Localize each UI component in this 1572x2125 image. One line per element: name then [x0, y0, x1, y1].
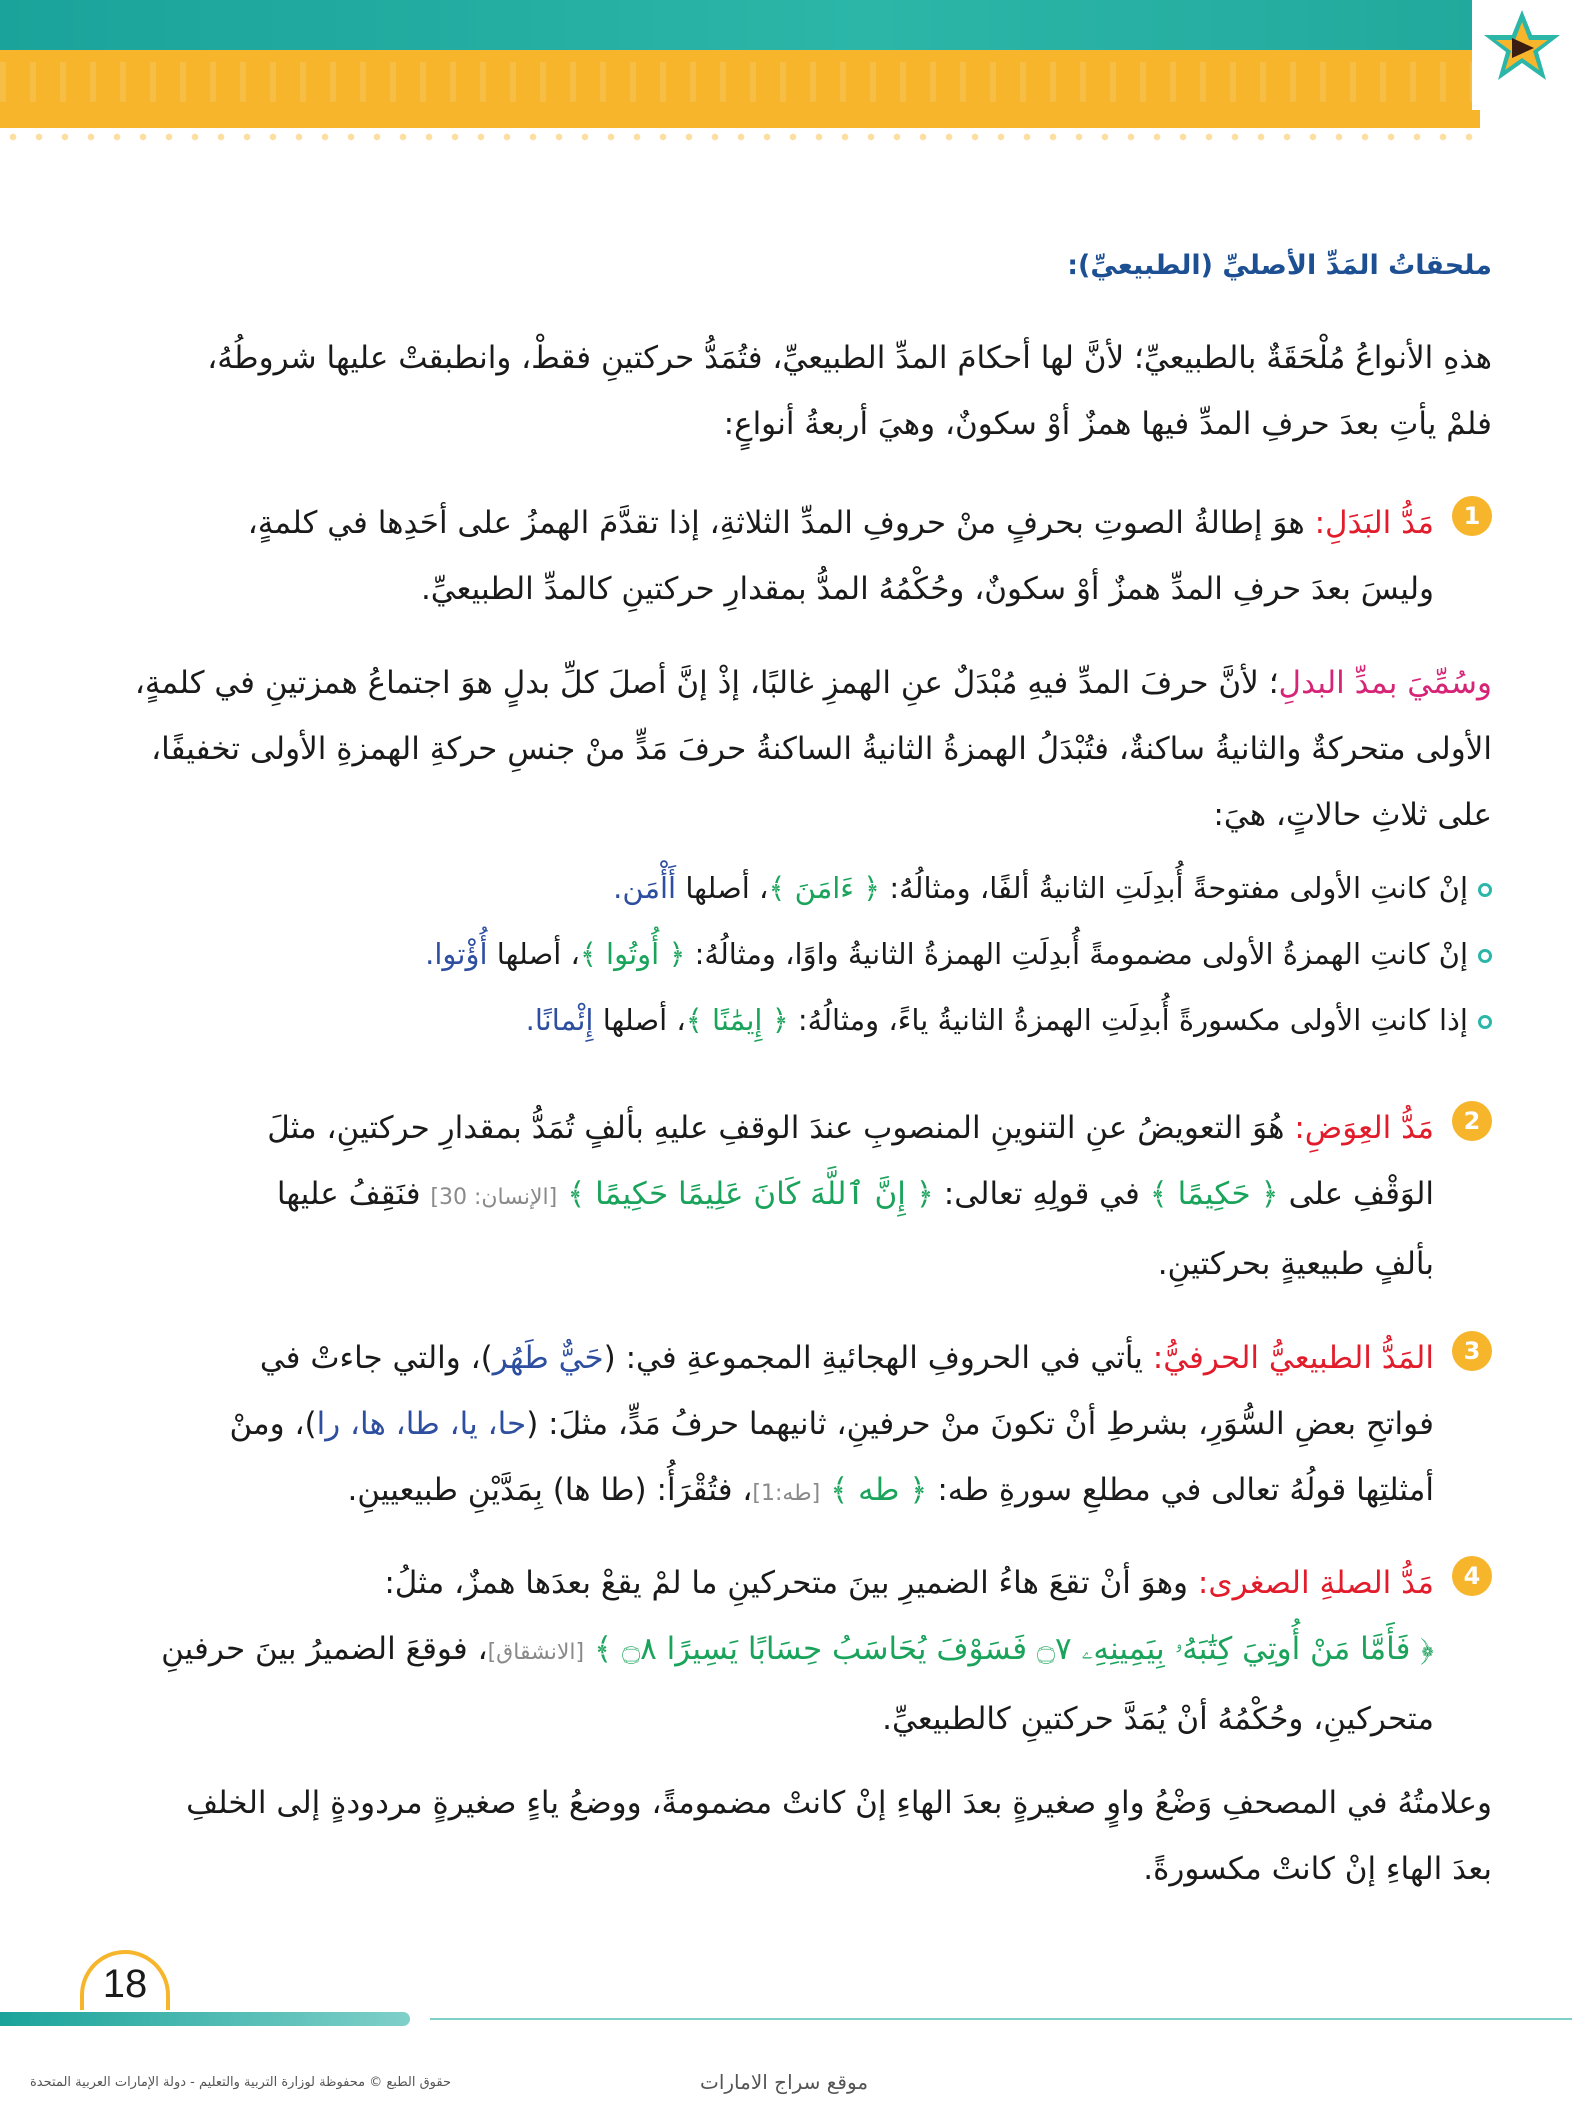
item-badal: [82, 490, 1492, 622]
item-number-badge: 2: [1452, 1101, 1492, 1141]
footer-site: موقع سراج الامارات: [700, 2070, 869, 2094]
bullet-icon: [1478, 1015, 1492, 1029]
item-number-badge: 1: [1452, 496, 1492, 536]
page-number-frame: [80, 1940, 170, 2010]
badal-note-line-1: ؛ لأنَّ حرفَ المدِّ فيهِ مُبْدَلٌ عنِ الهمزِ غالبًا، إذْ إنَّ أصلَ كلِّ بدلٍ هوَ اجتماعُ همزتينِ في كلمةٍ،: [134, 665, 1279, 701]
badal-note-paragraph: [82, 650, 1492, 848]
footer-teal-bar: [0, 2012, 410, 2026]
item-line-3: بألفٍ طبيعيةٍ بحركتينِ.: [1157, 1246, 1434, 1282]
closing-line-2: بعدَ الهاءِ إنْ كانتْ مكسورةً.: [1143, 1851, 1492, 1887]
intro-line-2: فلمْ يأتِ بعدَ حرفِ المدِّ فيها همزٌ أوْ سكونٌ، وهيَ أربعةُ أنواعٍ:: [723, 406, 1492, 442]
item-line-3: أمثلتِها قولُهُ تعالى في مطلعِ سورةِ طه: ﴿ طه ﴾ [طه:1]، فتُقْرَأُ: (طا ها) بِمَدَّيْنِ طبيعيينِ.: [347, 1472, 1434, 1508]
star-ornament-icon: [1472, 0, 1572, 110]
item-line-2: فواتحِ بعضِ السُّوَرِ، بشرطِ أنْ تكونَ منْ حرفينِ، ثانيهما حرفُ مَدٍّ، مثلَ: (حا، يا، طا، ها، را)، ومنْ: [229, 1406, 1434, 1442]
footer-divider: [430, 2018, 1572, 2020]
list-item: إذا كانتِ الأولى مكسورةً أُبدِلَتِ الهمزةُ الثانيةُ ياءً، ومثالُهُ: ﴿ إِيمَٰنًا ﴾، أصلها إِئْمانًا.: [112, 987, 1492, 1053]
badal-note-line-3: على ثلاثِ حالاتٍ، هيَ:: [1213, 797, 1492, 833]
item-text: المَدُّ الطبيعيُّ الحرفيُّ: يأتي في الحروفِ الهجائيةِ المجموعةِ في: (حَيٌّ طَهُر)، والتي جاءتْ في فواتحِ بعضِ السُّوَرِ، بشرطِ أنْ تكونَ منْ حرفينِ، ثانيهما حرفُ مَدٍّ، مثلَ: (حا، يا، طا، ها، را)، ومنْ أمثلتِها قولُهُ تعالى في مطلعِ سورةِ طه: ﴿ طه ﴾ [طه:1]، فتُقْرَأُ: (طا ها) بِمَدَّيْنِ طبيعيينِ.: [82, 1325, 1434, 1527]
item-line-2: الوَقْفِ على ﴿ حَكِيمًا ﴾ في قولِهِ تعالى: ﴿ إِنَّ ٱللَّهَ كَانَ عَلِيمًا حَكِيمًا ﴾ [الإنسان: 30] فنَقِفُ عليها: [276, 1176, 1434, 1212]
item-line-3: متحركينِ، وحُكْمُهُ أنْ يُمَدَّ حركتينِ كالطبيعيِّ.: [882, 1701, 1434, 1737]
item-number-badge: 4: [1452, 1556, 1492, 1596]
intro-paragraph: [82, 325, 1492, 457]
item-term: المَدُّ الطبيعيُّ الحرفيُّ:: [1152, 1340, 1434, 1376]
item-term: مَدُّ العِوَضِ:: [1294, 1110, 1434, 1146]
badal-cases-list: [112, 855, 1492, 1053]
item-term: مَدُّ الصلةِ الصغرى:: [1197, 1565, 1434, 1601]
closing-line-1: وعلامتُهُ في المصحفِ وَضْعُ واوٍ صغيرةٍ بعدَ الهاءِ إنْ كانتْ مضمومةً، ووضعُ ياءٍ صغيرةٍ مردودةٍ إلى الخلفِ: [186, 1785, 1492, 1821]
item-line-1: هُوَ التعويضُ عنِ التنوينِ المنصوبِ عندَ الوقفِ عليهِ بألفٍ تُمَدُّ بمقدارِ حركتينِ، مثلَ: [267, 1110, 1285, 1146]
closing-paragraph: [82, 1770, 1492, 1902]
badal-note-line-2: الأولى متحركةٌ والثانيةُ ساكنةٌ، فتُبْدَلُ الهمزةُ الثانيةُ الساكنةُ حرفَ مَدٍّ منْ جنسِ حركةِ الهمزةِ الأولى تخفيفًا،: [151, 731, 1492, 767]
item-text: [82, 490, 1434, 622]
header-pattern: [0, 62, 1480, 102]
item-line-2: ﴿ فَأَمَّا مَنْ أُوتِيَ كِتَٰبَهُۥ بِيَمِينِهِۦ ۝٧ فَسَوْفَ يُحَاسَبُ حِسَابًا يَسِيرًا ۝٨ ﴾ [الانشقاق]، فوقعَ الضميرُ بينَ حرفينِ: [161, 1631, 1434, 1667]
list-item: إنْ كانتِ الأولى مفتوحةً أُبدِلَتِ الثانيةُ ألفًا، ومثالُهُ: ﴿ ءَامَنَ ﴾، أصلها أَأْمَن.: [112, 855, 1492, 921]
list-item: إنْ كانتِ الهمزةُ الأولى مضمومةً أُبدِلَتِ الهمزةُ الثانيةُ واوًا، ومثالُهُ: ﴿ أُوتُوا ﴾، أصلها أُؤْتوا.: [112, 921, 1492, 987]
bullet-icon: [1478, 883, 1492, 897]
bullet-icon: [1478, 949, 1492, 963]
item-iwad: [82, 1095, 1492, 1297]
footer-rights: حقوق الطبع © محفوظة لوزارة التربية والتعليم - دولة الإمارات العربية المتحدة: [30, 2075, 452, 2090]
header-teal-band: [0, 0, 1572, 50]
intro-line-1: هذهِ الأنواعُ مُلْحَقَةٌ بالطبيعيِّ؛ لأنَّ لها أحكامَ المدِّ الطبيعيِّ، فتُمَدُّ حركتينِ فقطْ، وانطبقتْ عليها شروطُهُ،: [207, 340, 1492, 376]
section-title: ملحقاتُ المَدِّ الأصليِّ (الطبيعيِّ):: [1067, 250, 1492, 281]
page-number: 18: [102, 1962, 148, 2006]
item-line-2: وليسَ بعدَ حرفِ المدِّ همزٌ أوْ سكونٌ، وحُكْمُهُ المدُّ بمقدارِ حركتينِ كالمدِّ الطبيعيِّ.: [420, 571, 1434, 607]
item-term: مَدُّ البَدَلِ:: [1314, 505, 1434, 541]
item-harfi: [82, 1325, 1492, 1527]
header-dots: [0, 132, 1480, 142]
item-sila: [82, 1550, 1492, 1752]
item-line-1: هوَ إطالةُ الصوتِ بحرفٍ منْ حروفِ المدِّ الثلاثةِ، إذا تقدَّمَ الهمزُ على أحَدِها في كلمةٍ،: [247, 505, 1305, 541]
item-text: [82, 1095, 1434, 1297]
item-text: مَدُّ الصلةِ الصغرى: وهوَ أنْ تقعَ هاءُ الضميرِ بينَ متحركينِ ما لمْ يقعْ بعدَها همزٌ، مثلُ: ﴿ فَأَمَّا مَنْ أُوتِيَ كِتَٰبَهُۥ بِيَمِينِهِۦ ۝٧ فَسَوْفَ يُحَاسَبُ حِسَابًا يَسِيرًا ۝٨ ﴾ [الانشقاق]، فوقعَ الضميرُ بينَ حرفينِ متحركينِ، وحُكْمُهُ أنْ يُمَدَّ حركتينِ كالطبيعيِّ.: [82, 1550, 1434, 1752]
item-number-badge: 3: [1452, 1331, 1492, 1371]
badal-note-term: وسُمِّيَ بمدِّ البدلِ: [1278, 665, 1492, 701]
